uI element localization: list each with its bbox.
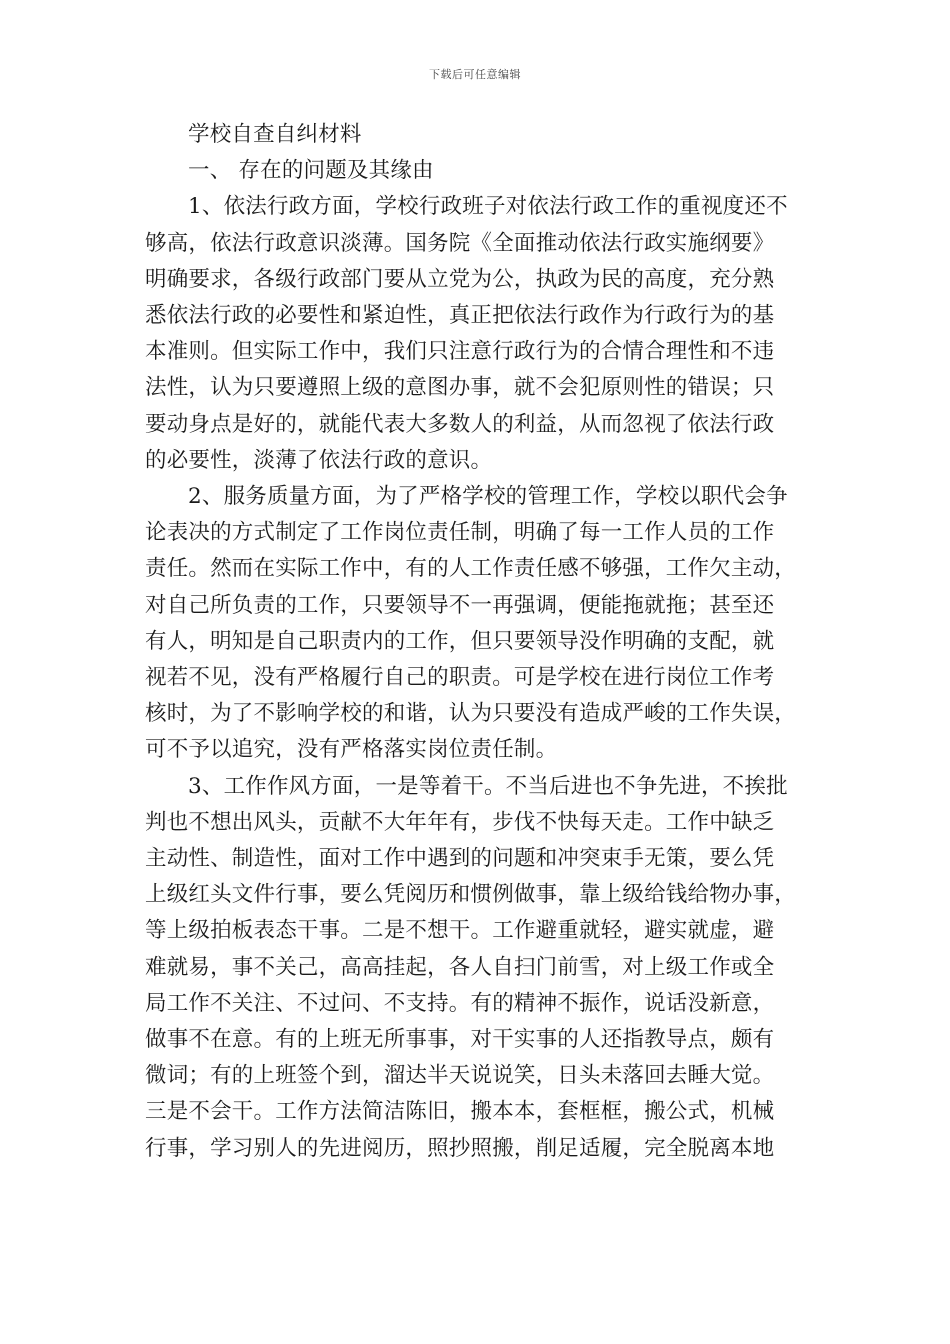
paragraph-line: 责任。然而在实际工作中，有的人工作责任感不够强，工作欠主动， [145,556,797,582]
document-title: 学校自查自纠材料 [188,122,362,147]
paragraph-line: 核时，为了不影响学校的和谐，认为只要没有造成严峻的工作失误， [145,701,797,727]
section-heading: 一、 存在的问题及其缘由 [188,158,434,184]
paragraph-1 [145,189,807,479]
paragraph-line: 做事不在意。有的上班无所事事，对干实事的人还指教导点，颇有 [145,1027,775,1053]
paragraph-line: 等上级拍板表态干事。二是不想干。工作避重就轻，避实就虚，避 [145,918,775,944]
paragraph-line: 的必要性，淡薄了依法行政的意识。 [145,447,493,473]
paragraph-line: 明确要求，各级行政部门要从立党为公，执政为民的高度，充分熟 [145,266,775,292]
paragraph-line: 本准则。但实际工作中，我们只注意行政行为的合情合理性和不违 [145,339,775,365]
paragraph-line: 论表决的方式制定了工作岗位责任制，明确了每一工作人员的工作 [145,520,775,546]
paragraph-line: 要动身点是好的，就能代表大多数人的利益，从而忽视了依法行政 [145,411,775,437]
paragraph-line: 悉依法行政的必要性和紧迫性，真正把依法行政作为行政行为的基 [145,303,775,329]
page-header-note: 下载后可任意编辑 [429,68,521,81]
paragraph-line: 上级红头文件行事，要么凭阅历和惯例做事，靠上级给钱给物办事， [145,882,797,908]
paragraph-line: 3、工作作风方面，一是等着干。不当后进也不争先进，不挨批 [188,773,788,799]
paragraph-line: 难就易，事不关己，高高挂起，各人自扫门前雪，对上级工作或全 [145,954,775,980]
paragraph-line: 判也不想出风头，贡献不大年年有，步伐不快每天走。工作中缺乏 [145,809,775,835]
paragraph-line: 行事，学习别人的先进阅历，照抄照搬，削足适履，完全脱离本地 [145,1135,775,1161]
paragraph-line: 局工作不关注、不过问、不支持。有的精神不振作，说话没新意， [145,990,775,1016]
document-body [145,117,807,1167]
paragraph-line: 微词；有的上班签个到，溜达半天说说笑，日头未落回去睡大觉。 [145,1063,775,1089]
paragraph-line: 视若不见，没有严格履行自己的职责。可是学校在进行岗位工作考 [145,665,775,691]
paragraph-line: 可不予以追究，没有严格落实岗位责任制。 [145,737,558,763]
paragraph-line: 够高，依法行政意识淡薄。国务院《全面推动依法行政实施纲要》 [145,230,775,256]
paragraph-line: 法性，认为只要遵照上级的意图办事，就不会犯原则性的错误；只 [145,375,775,401]
paragraph-line: 1、依法行政方面，学校行政班子对依法行政工作的重视度还不 [188,194,788,220]
paragraph-line: 三是不会干。工作方法简洁陈旧，搬本本，套框框，搬公式，机械 [145,1099,775,1125]
paragraph-2 [145,479,807,769]
paragraph-line: 对自己所负责的工作，只要领导不一再强调，便能拖就拖；甚至还 [145,592,775,618]
paragraph-line: 2、服务质量方面，为了严格学校的管理工作，学校以职代会争 [188,484,788,510]
paragraph-line: 主动性、制造性，面对工作中遇到的问题和冲突束手无策，要么凭 [145,846,775,872]
paragraph-line: 有人，明知是自己职责内的工作，但只要领导没作明确的支配，就 [145,628,775,654]
paragraph-3 [145,769,807,1167]
